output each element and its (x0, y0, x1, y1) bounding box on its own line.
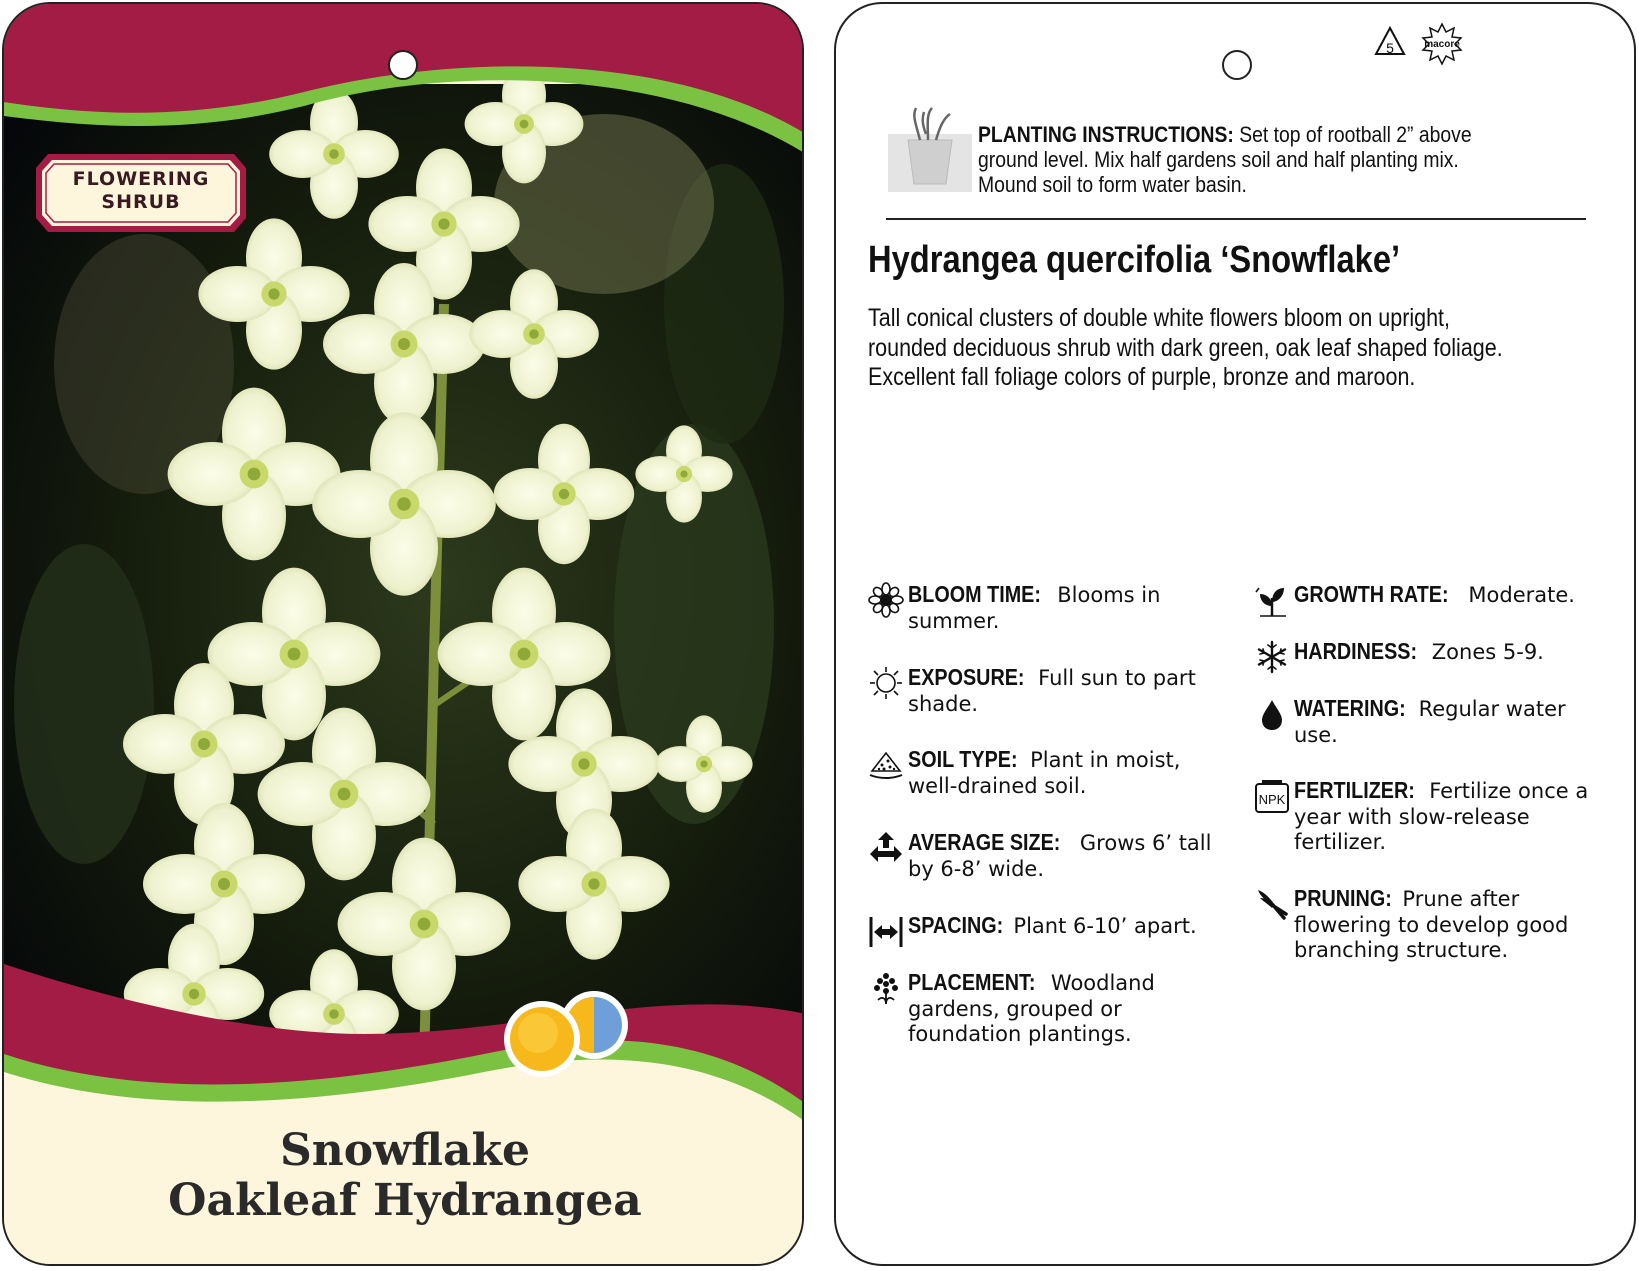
attribute-text (1294, 639, 1624, 666)
attribute-value-line-2: year with slow-release (1294, 804, 1530, 829)
planting-line-2: ground level. Mix half gardens soil and half planting mix. (978, 147, 1459, 172)
macore-logo (1423, 24, 1461, 64)
attribute-label: AVERAGE SIZE: (908, 829, 1061, 855)
description-line-1: Tall conical clusters of double white flowers bloom on upright, (868, 304, 1450, 332)
planting-label: PLANTING INSTRUCTIONS: (978, 122, 1234, 147)
attribute-text (908, 747, 1238, 799)
attribute-value-line-1: Prune after (1395, 887, 1520, 911)
recycle-brand-marks (1372, 22, 1482, 66)
attribute-label: EXPOSURE: (908, 664, 1025, 690)
soil-icon (868, 747, 904, 783)
common-name (4, 1126, 804, 1226)
attribute-label: BLOOM TIME: (908, 581, 1041, 607)
common-name-line-1: Snowflake (280, 1125, 530, 1176)
attribute-value-line-2: shade. (908, 691, 979, 716)
attribute-label: SOIL TYPE: (908, 746, 1018, 772)
snowflake-icon (1254, 639, 1290, 675)
category-line-2: SHRUB (101, 191, 181, 213)
attribute-text (1294, 886, 1624, 964)
attribute-value-line-1: Moderate. (1461, 583, 1575, 607)
attribute-text (908, 913, 1238, 940)
water-drop-icon (1254, 696, 1290, 732)
attribute-text (908, 582, 1238, 634)
attribute-label: FERTILIZER: (1294, 777, 1415, 803)
attribute-value-line-1: Full sun to part (1031, 666, 1196, 690)
attribute-label: HARDINESS: (1294, 638, 1418, 664)
spacing-icon (868, 913, 904, 949)
botanical-name: Hydrangea quercifolia ‘Snowflake’ (868, 239, 1401, 281)
planting-instructions (978, 122, 1580, 197)
attribute-label: WATERING: (1294, 695, 1406, 721)
attribute-text (1294, 582, 1624, 609)
category-badge (34, 152, 248, 234)
sun-icon (868, 665, 904, 701)
planting-line-3: Mound soil to form water basin. (978, 172, 1247, 197)
flower-icon (868, 582, 904, 618)
attribute-value-line-1: Zones 5-9. (1425, 640, 1544, 664)
recycle-symbol-icon (1376, 28, 1404, 56)
attribute-value-line-3: foundation plantings. (908, 1022, 1132, 1046)
attribute-label: PLACEMENT: (908, 969, 1036, 995)
attribute-value-line-2: summer. (908, 608, 1000, 633)
attribute-value-line-2: use. (1294, 722, 1338, 747)
size-icon (868, 830, 904, 866)
attribute-label: GROWTH RATE: (1294, 581, 1449, 607)
plant-description (868, 304, 1582, 393)
sprout-icon (1254, 582, 1290, 618)
placement-icon (868, 970, 904, 1006)
attribute-value-line-1: Woodland (1044, 971, 1155, 995)
attribute-value-line-3: branching structure. (1294, 938, 1509, 962)
divider (886, 218, 1586, 220)
attribute-value-line-2: gardens, grouped or (908, 996, 1122, 1021)
hanging-hole (388, 50, 418, 80)
attribute-value-line-1: Grows 6’ tall (1073, 831, 1212, 855)
sun-exposure-icons (502, 991, 642, 1081)
attribute-label: PRUNING: (1294, 885, 1392, 911)
attribute-value-line-1: Plant 6-10’ apart. (1006, 914, 1197, 938)
fertilizer-icon (1254, 778, 1290, 814)
attribute-value-line-2: by 6-8’ wide. (908, 856, 1045, 881)
hanging-hole (1222, 50, 1252, 80)
plant-tag-back (834, 2, 1636, 1266)
attribute-value-line-1: Blooms in (1050, 583, 1161, 607)
attribute-text (908, 970, 1238, 1048)
category-label (34, 168, 248, 214)
attribute-value-line-2: flowering to develop good (1294, 912, 1569, 937)
attribute-value-line-1: Regular water (1411, 697, 1566, 721)
description-line-3: Excellent fall foliage colors of purple, bronze and maroon. (868, 363, 1416, 391)
attribute-text (908, 665, 1238, 717)
attribute-value-line-1: Plant in moist, (1023, 748, 1181, 772)
description-line-2: rounded deciduous shrub with dark green, oak leaf shaped foliage. (868, 333, 1503, 362)
attribute-value-line-3: fertilizer. (1294, 830, 1387, 854)
planting-line-1: Set top of rootball 2” above (1239, 122, 1472, 147)
attribute-text (1294, 778, 1624, 856)
pruning-shears-icon (1254, 886, 1290, 922)
common-name-line-2: Oakleaf Hydrangea (168, 1175, 642, 1226)
attribute-label: SPACING: (908, 912, 1004, 938)
fertilizer-icon-label: NPK (1258, 792, 1286, 807)
brand-name: macore (1424, 39, 1460, 50)
recycle-code: 5 (1386, 40, 1394, 56)
attribute-value-line-2: well-drained soil. (908, 773, 1087, 798)
attribute-text (908, 830, 1238, 882)
potted-plant-icon (886, 104, 972, 196)
attribute-text (1294, 696, 1624, 748)
category-line-1: FLOWERING (72, 168, 210, 190)
full-sun-icon (504, 1001, 580, 1077)
plant-tag-front (2, 2, 804, 1266)
attribute-value-line-1: Fertilize once a (1422, 779, 1589, 803)
